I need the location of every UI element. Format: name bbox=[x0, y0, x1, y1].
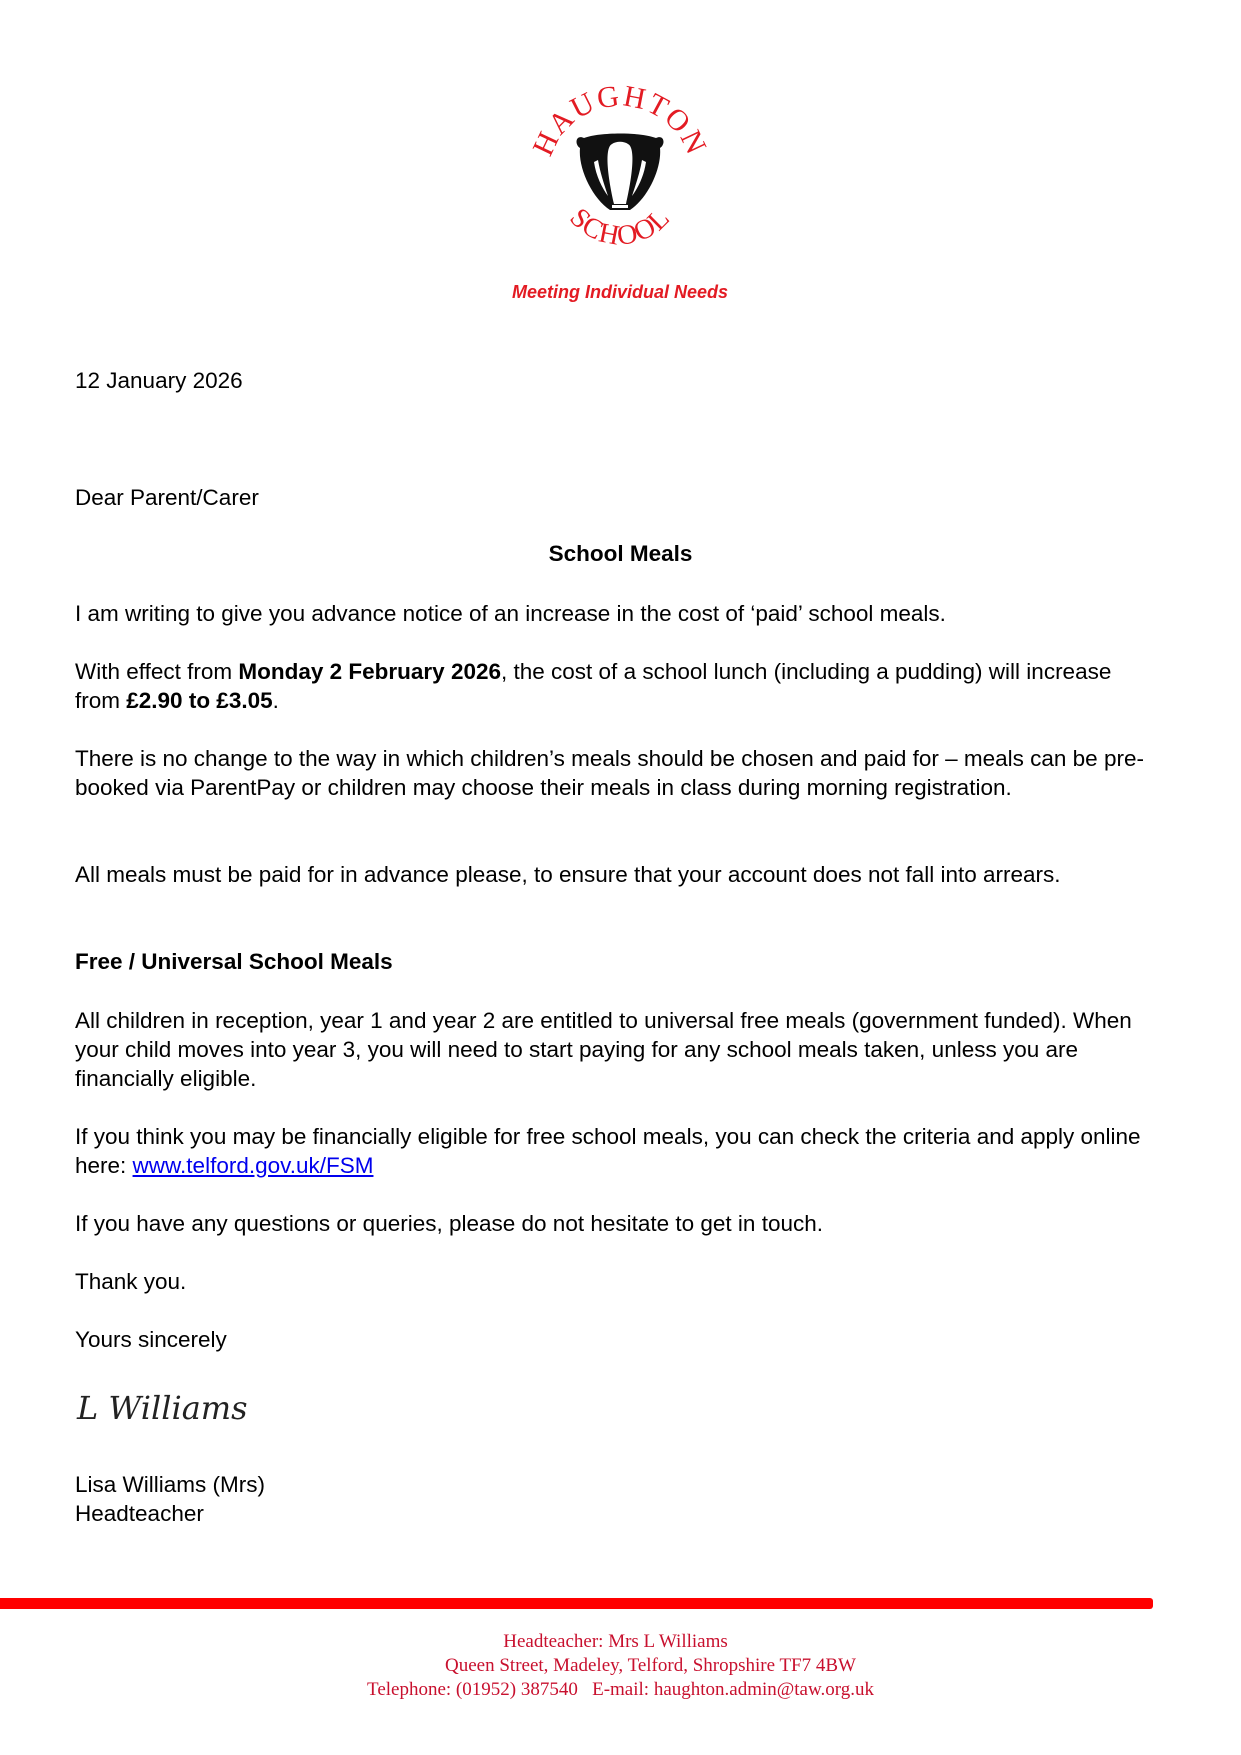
logo-text-bottom: SCHOOL bbox=[563, 202, 677, 252]
letter-heading: School Meals bbox=[548, 541, 693, 566]
paragraph-questions: If you have any questions or queries, please do not hesitate to get in touch. bbox=[75, 1211, 823, 1236]
logo-text-top: HAUGHTON bbox=[526, 79, 714, 161]
school-motto: Meeting Individual Needs bbox=[511, 282, 729, 302]
subheading-free-meals: Free / Universal School Meals bbox=[75, 949, 393, 974]
closing: Yours sincerely bbox=[75, 1327, 227, 1352]
signatory-role: Headteacher bbox=[75, 1501, 204, 1526]
paragraph-payment: All meals must be paid for in advance please, to ensure that your account does not fall into arrears. bbox=[75, 862, 1061, 887]
text: With effect from bbox=[75, 659, 239, 684]
text: , the cost of a school lunch (including a pudding) will increase from bbox=[75, 659, 1112, 713]
text: . bbox=[272, 688, 279, 713]
paragraph-intro: I am writing to give you advance notice of an increase in the cost of ‘paid’ school meals. bbox=[75, 601, 946, 626]
paragraph-eligibility bbox=[75, 1122, 1155, 1180]
fsm-link[interactable]: www.telford.gov.uk/FSM bbox=[132, 1153, 374, 1178]
footer-contact: Telephone: (01952) 387540 E-mail: haughton.admin@taw.org.uk bbox=[367, 1679, 874, 1700]
text: If you think you may be financially eligible for free school meals, you can check the criteria and apply online here: bbox=[75, 1124, 1141, 1178]
paragraph-booking: There is no change to the way in which children’s meals should be chosen and paid for – meals can be pre-booked via ParentPay or children may choose their meals in class during morning registration. bbox=[75, 746, 1144, 800]
school-logo bbox=[520, 78, 720, 268]
price-change: £2.90 to £3.05 bbox=[126, 688, 273, 713]
greeting: Dear Parent/Carer bbox=[75, 485, 259, 510]
signature bbox=[75, 1383, 275, 1433]
effective-date: Monday 2 February 2026 bbox=[238, 659, 501, 684]
thank-you: Thank you. bbox=[75, 1269, 187, 1294]
footer-address bbox=[0, 1654, 1241, 1678]
paragraph-price-change bbox=[75, 657, 1155, 715]
paragraph-universal-meals: All children in reception, year 1 and year 2 are entitled to universal free meals (government funded). When your child moves into year 3, you will need to start paying for any school meals taken, unless you are financially eligible. bbox=[75, 1008, 1132, 1091]
footer-headteacher bbox=[0, 1630, 1241, 1654]
letter-date: 12 January 2026 bbox=[75, 368, 243, 393]
footer-text: Queen Street, Madeley, Telford, Shropshire TF7 4BW bbox=[445, 1655, 856, 1676]
signatory-name: Lisa Williams (Mrs) bbox=[75, 1472, 265, 1497]
badger-icon bbox=[520, 78, 720, 268]
signature-text: L Williams bbox=[77, 1389, 248, 1427]
footer-text: Headteacher: Mrs L Williams bbox=[503, 1631, 728, 1652]
footer-divider bbox=[0, 1598, 1153, 1609]
